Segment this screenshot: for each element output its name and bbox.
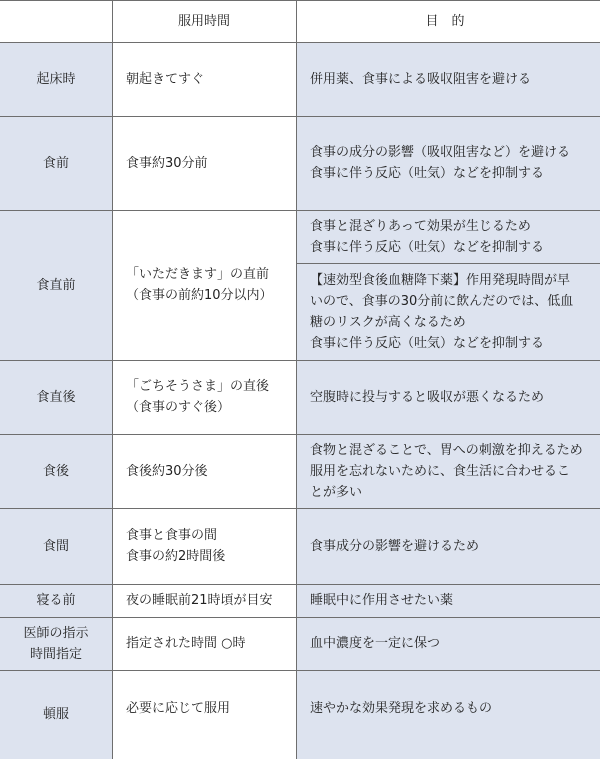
grid-line bbox=[0, 360, 600, 361]
row-label-just-after-meal: 食直後 bbox=[0, 360, 112, 434]
time-line: 朝起きてすぐ bbox=[126, 71, 205, 87]
header-time: 服用時間 bbox=[112, 0, 296, 42]
purpose-line: 食事成分の影響を避けるため bbox=[310, 538, 480, 554]
purpose-line: 【速効型食後血糖降下薬】作用発現時間が早 bbox=[310, 272, 571, 288]
row-purpose-just-before-meal-a bbox=[296, 210, 600, 263]
purpose-line: 食事に伴う反応（吐気）などを抑制する bbox=[310, 239, 545, 255]
purpose-line: 睡眠中に作用させたい薬 bbox=[310, 593, 454, 608]
time-line: 夜の睡眠前21時頃が目安 bbox=[126, 593, 273, 608]
row-time-between-meals bbox=[112, 508, 296, 584]
purpose-line: 速やかな効果発現を求めるもの bbox=[310, 700, 493, 716]
row-purpose-just-after-meal bbox=[296, 360, 600, 434]
time-line: 食事の約2時間後 bbox=[126, 549, 226, 564]
row-time-wakeup bbox=[112, 42, 296, 116]
purpose-line: 糖のリスクが高くなるため bbox=[310, 314, 466, 330]
row-time-as-needed-pad bbox=[112, 746, 296, 759]
purpose-line: 食物と混ざることで、胃への刺激を抑えるため bbox=[310, 442, 583, 458]
purpose-line: 食事に伴う反応（吐気）などを抑制する bbox=[310, 166, 545, 181]
label-line: 時間指定 bbox=[29, 646, 82, 662]
purpose-line: 食事の成分の影響（吸収阻害など）を避ける bbox=[310, 145, 571, 160]
row-purpose-between-meals bbox=[296, 508, 600, 584]
time-line: 食事と食事の間 bbox=[126, 528, 218, 543]
time-line: 「いただきます」の直前 bbox=[126, 267, 270, 282]
time-line: 必要に応じて服用 bbox=[126, 700, 231, 716]
row-purpose-wakeup bbox=[296, 42, 600, 116]
row-purpose-doctor-specified bbox=[296, 617, 600, 670]
time-line: （食事のすぐ後） bbox=[126, 400, 231, 415]
grid-line bbox=[0, 210, 600, 211]
grid-line bbox=[0, 617, 600, 618]
row-label-doctor-specified bbox=[0, 617, 112, 670]
time-line: 食事約30分前 bbox=[126, 155, 208, 171]
row-label-bedtime: 寝る前 bbox=[0, 584, 112, 617]
purpose-line: 空腹時に投与すると吸収が悪くなるため bbox=[310, 389, 545, 405]
grid-line bbox=[0, 116, 600, 117]
row-purpose-bedtime bbox=[296, 584, 600, 617]
grid-line bbox=[0, 584, 600, 585]
row-label-after-meal: 食後 bbox=[0, 434, 112, 508]
grid-line bbox=[0, 0, 600, 1]
row-time-bedtime bbox=[112, 584, 296, 617]
row-purpose-as-needed-pad bbox=[296, 746, 600, 759]
row-purpose-before-meal bbox=[296, 116, 600, 210]
row-time-doctor-specified bbox=[112, 617, 296, 670]
grid-line bbox=[0, 670, 600, 671]
time-line: 「ごちそうさま」の直後 bbox=[126, 379, 270, 394]
row-purpose-just-before-meal-b bbox=[296, 263, 600, 360]
grid-line bbox=[0, 42, 600, 43]
time-line: 指定された時間 ○時 bbox=[126, 636, 246, 651]
row-label-before-meal: 食前 bbox=[0, 116, 112, 210]
purpose-line: 服用を忘れないために、食生活に合わせるこ bbox=[310, 463, 571, 479]
row-time-just-after-meal bbox=[112, 360, 296, 434]
row-purpose-as-needed bbox=[296, 670, 600, 746]
row-label-as-needed: 頓服 bbox=[0, 670, 112, 759]
purpose-line: とが多い bbox=[310, 484, 363, 500]
row-purpose-after-meal bbox=[296, 434, 600, 508]
row-time-before-meal bbox=[112, 116, 296, 210]
purpose-line: いので、食事の30分前に飲んだのでは、低血 bbox=[310, 293, 574, 309]
row-time-as-needed bbox=[112, 670, 296, 746]
header-purpose: 目 的 bbox=[296, 0, 600, 42]
purpose-line: 食事に伴う反応（吐気）などを抑制する bbox=[310, 335, 545, 351]
row-time-just-before-meal bbox=[112, 210, 296, 360]
purpose-line: 血中濃度を一定に保つ bbox=[310, 636, 441, 651]
grid-line bbox=[296, 263, 600, 264]
purpose-line: 食事と混ざりあって効果が生じるため bbox=[310, 218, 531, 234]
time-line: （食事の前約10分以内） bbox=[126, 288, 273, 303]
grid-line bbox=[0, 434, 600, 435]
row-label-between-meals: 食間 bbox=[0, 508, 112, 584]
purpose-line: 併用薬、食事による吸収阻害を避ける bbox=[310, 71, 532, 87]
grid-line bbox=[0, 508, 600, 509]
time-line: 食後約30分後 bbox=[126, 463, 208, 479]
row-label-just-before-meal: 食直前 bbox=[0, 210, 112, 360]
grid-line bbox=[296, 0, 297, 759]
header-empty-cell bbox=[0, 0, 112, 42]
grid-line bbox=[112, 0, 113, 759]
row-label-wakeup: 起床時 bbox=[0, 42, 112, 116]
row-time-after-meal bbox=[112, 434, 296, 508]
label-line: 医師の指示 bbox=[23, 625, 89, 641]
